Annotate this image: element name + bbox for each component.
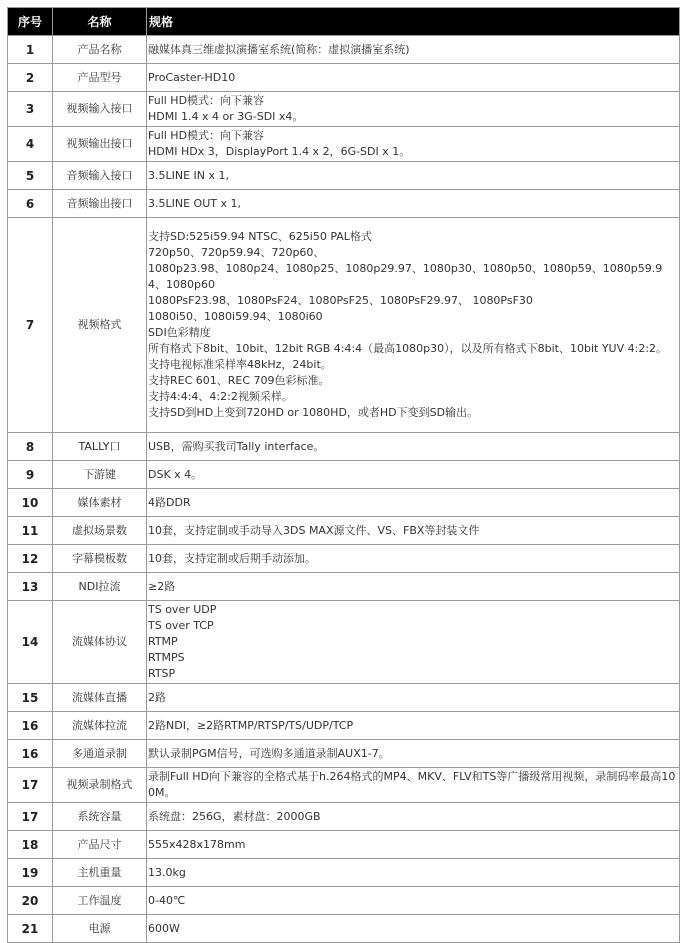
- row-name: 流媒体协议: [53, 601, 147, 684]
- spec-table: [7, 7, 680, 943]
- row-name: 音频输入接口: [53, 162, 147, 190]
- row-number: 3: [8, 92, 53, 127]
- row-name: 产品名称: [53, 36, 147, 64]
- row-name: 电源: [53, 915, 147, 943]
- spec-line: RTMP: [148, 635, 178, 648]
- spec-line: RTSP: [148, 667, 176, 680]
- spec-line: 720p50、720p59.94、720p60、: [148, 246, 325, 259]
- table-row: [8, 684, 680, 712]
- row-number: 12: [8, 545, 53, 573]
- row-number: 19: [8, 859, 53, 887]
- row-number: 5: [8, 162, 53, 190]
- row-number: 16: [8, 740, 53, 768]
- table-row: [8, 517, 680, 545]
- spec-line: 555x428x178mm: [148, 837, 246, 851]
- row-name: 产品尺寸: [53, 831, 147, 859]
- row-spec: [147, 127, 680, 162]
- row-spec: [147, 803, 680, 831]
- spec-line: 系统盘：256G，素材盘：2000GB: [148, 809, 321, 823]
- table-row: [8, 92, 680, 127]
- row-name: NDI拉流: [53, 573, 147, 601]
- spec-line: ProCaster-HD10: [148, 70, 236, 84]
- spec-line: Full HD模式：向下兼容: [148, 129, 265, 142]
- row-number: 13: [8, 573, 53, 601]
- row-name: 虚拟场景数: [53, 517, 147, 545]
- table-row: [8, 64, 680, 92]
- row-name: 视频输入接口: [53, 92, 147, 127]
- row-name: 视频格式: [53, 218, 147, 433]
- row-spec: [147, 684, 680, 712]
- spec-line: 4路DDR: [148, 495, 191, 509]
- spec-line: TS over UDP: [148, 603, 217, 616]
- header-spec: 规格: [147, 8, 680, 36]
- spec-line: 默认录制PGM信号，可选购多通道录制AUX1-7。: [148, 746, 390, 760]
- row-name: 工作温度: [53, 887, 147, 915]
- row-number: 20: [8, 887, 53, 915]
- row-name: 产品型号: [53, 64, 147, 92]
- spec-line: 10套，支持定制或手动导入3DS MAX源文件、VS、FBX等封装文件: [148, 523, 480, 537]
- row-spec: [147, 915, 680, 943]
- row-name: 视频输出接口: [53, 127, 147, 162]
- row-spec: [147, 887, 680, 915]
- table-row: [8, 859, 680, 887]
- spec-line: 10套，支持定制或后期手动添加。: [148, 551, 316, 565]
- spec-line: 支持SD:525i59.94 NTSC、625i50 PAL格式: [148, 230, 372, 243]
- spec-line: 2路: [148, 690, 166, 704]
- row-number: 14: [8, 601, 53, 684]
- row-name: 系统容量: [53, 803, 147, 831]
- row-spec: [147, 768, 680, 803]
- spec-line: SDI色彩精度: [148, 326, 211, 339]
- table-row: [8, 831, 680, 859]
- spec-line: 3.5LINE IN x 1,: [148, 168, 230, 182]
- spec-line: TS over TCP: [148, 619, 214, 632]
- spec-line: RTMPS: [148, 651, 185, 664]
- spec-line: 支持电视标准采样率48kHz，24bit。: [148, 358, 332, 371]
- spec-line: 1080PsF23.98、1080PsF24、1080PsF25、1080PsF29.97、 1080PsF30: [148, 294, 533, 307]
- spec-line: 融媒体真三维虚拟演播室系统(简称：虚拟演播室系统): [148, 42, 410, 56]
- row-name: 字幕模板数: [53, 545, 147, 573]
- table-row: [8, 712, 680, 740]
- row-name: 流媒体拉流: [53, 712, 147, 740]
- table-row: [8, 601, 680, 684]
- row-name: 媒体素材: [53, 489, 147, 517]
- row-number: 16: [8, 712, 53, 740]
- row-spec: [147, 831, 680, 859]
- row-spec: [147, 489, 680, 517]
- row-number: 9: [8, 461, 53, 489]
- table-row: [8, 573, 680, 601]
- row-number: 10: [8, 489, 53, 517]
- row-spec: [147, 92, 680, 127]
- table-header: [8, 8, 680, 36]
- table-row: [8, 190, 680, 218]
- spec-line: 1080i50、1080i59.94、1080i60: [148, 310, 323, 323]
- row-number: 21: [8, 915, 53, 943]
- spec-line: 1080p23.98、1080p24、1080p25、1080p29.97、1080p30、1080p50、1080p59、1080p59.94、1080p60: [148, 262, 663, 291]
- row-spec: [147, 190, 680, 218]
- row-number: 11: [8, 517, 53, 545]
- table-row: [8, 489, 680, 517]
- row-number: 7: [8, 218, 53, 433]
- table-row: [8, 433, 680, 461]
- row-number: 4: [8, 127, 53, 162]
- spec-line: 0-40℃: [148, 893, 186, 907]
- table-row: [8, 740, 680, 768]
- table-row: [8, 36, 680, 64]
- row-spec: [147, 461, 680, 489]
- spec-line: 3.5LINE OUT x 1,: [148, 196, 241, 210]
- spec-line: 2路NDI，≥2路RTMP/RTSP/TS/UDP/TCP: [148, 718, 354, 732]
- table-row: [8, 768, 680, 803]
- header-name: 名称: [53, 8, 147, 36]
- row-spec: [147, 218, 680, 433]
- spec-line: Full HD模式：向下兼容: [148, 94, 265, 107]
- spec-line: 600W: [148, 921, 180, 935]
- spec-line: 支持4:4:4、4:2:2视频采样。: [148, 390, 293, 403]
- row-number: 15: [8, 684, 53, 712]
- row-spec: [147, 712, 680, 740]
- spec-line: HDMI HDx 3，DisplayPort 1.4 x 2，6G-SDI x 1。: [148, 145, 411, 158]
- table-row: [8, 162, 680, 190]
- row-spec: [147, 573, 680, 601]
- row-spec: [147, 36, 680, 64]
- spec-line: 所有格式下8bit、10bit、12bit RGB 4:4:4（最高1080p30），以及所有格式下8bit、10bit YUV 4:2:2。: [148, 342, 668, 355]
- row-number: 18: [8, 831, 53, 859]
- table-row: [8, 545, 680, 573]
- row-number: 2: [8, 64, 53, 92]
- row-spec: [147, 64, 680, 92]
- table-row: [8, 887, 680, 915]
- row-spec: [147, 545, 680, 573]
- row-number: 17: [8, 768, 53, 803]
- header-no: 序号: [8, 8, 53, 36]
- table-row: [8, 127, 680, 162]
- row-number: 1: [8, 36, 53, 64]
- spec-line: ≥2路: [148, 579, 176, 593]
- spec-line: DSK x 4。: [148, 467, 203, 481]
- row-spec: [147, 433, 680, 461]
- row-number: 6: [8, 190, 53, 218]
- spec-line: 录制Full HD向下兼容的全格式基于h.264格式的MP4、MKV、FLV和TS等广播级常用视频，录制码率最高100M。: [148, 770, 676, 799]
- spec-line: 支持REC 601、REC 709色彩标准。: [148, 374, 330, 387]
- row-spec: [147, 601, 680, 684]
- row-spec: [147, 517, 680, 545]
- row-name: 流媒体直播: [53, 684, 147, 712]
- row-spec: [147, 162, 680, 190]
- table-row: [8, 218, 680, 433]
- row-number: 8: [8, 433, 53, 461]
- row-name: 视频录制格式: [53, 768, 147, 803]
- row-name: 音频输出接口: [53, 190, 147, 218]
- spec-line: 13.0kg: [148, 865, 186, 879]
- table-row: [8, 915, 680, 943]
- row-name: 多通道录制: [53, 740, 147, 768]
- row-spec: [147, 740, 680, 768]
- spec-line: USB，需购买我司Tally interface。: [148, 439, 325, 453]
- table-body: [8, 36, 680, 943]
- spec-line: HDMI 1.4 x 4 or 3G-SDI x4。: [148, 110, 304, 123]
- row-name: 下游键: [53, 461, 147, 489]
- row-spec: [147, 859, 680, 887]
- row-number: 17: [8, 803, 53, 831]
- spec-line: 支持SD到HD上变到720HD or 1080HD，或者HD下变到SD输出。: [148, 406, 479, 419]
- row-name: TALLY口: [53, 433, 147, 461]
- table-row: [8, 461, 680, 489]
- row-name: 主机重量: [53, 859, 147, 887]
- table-row: [8, 803, 680, 831]
